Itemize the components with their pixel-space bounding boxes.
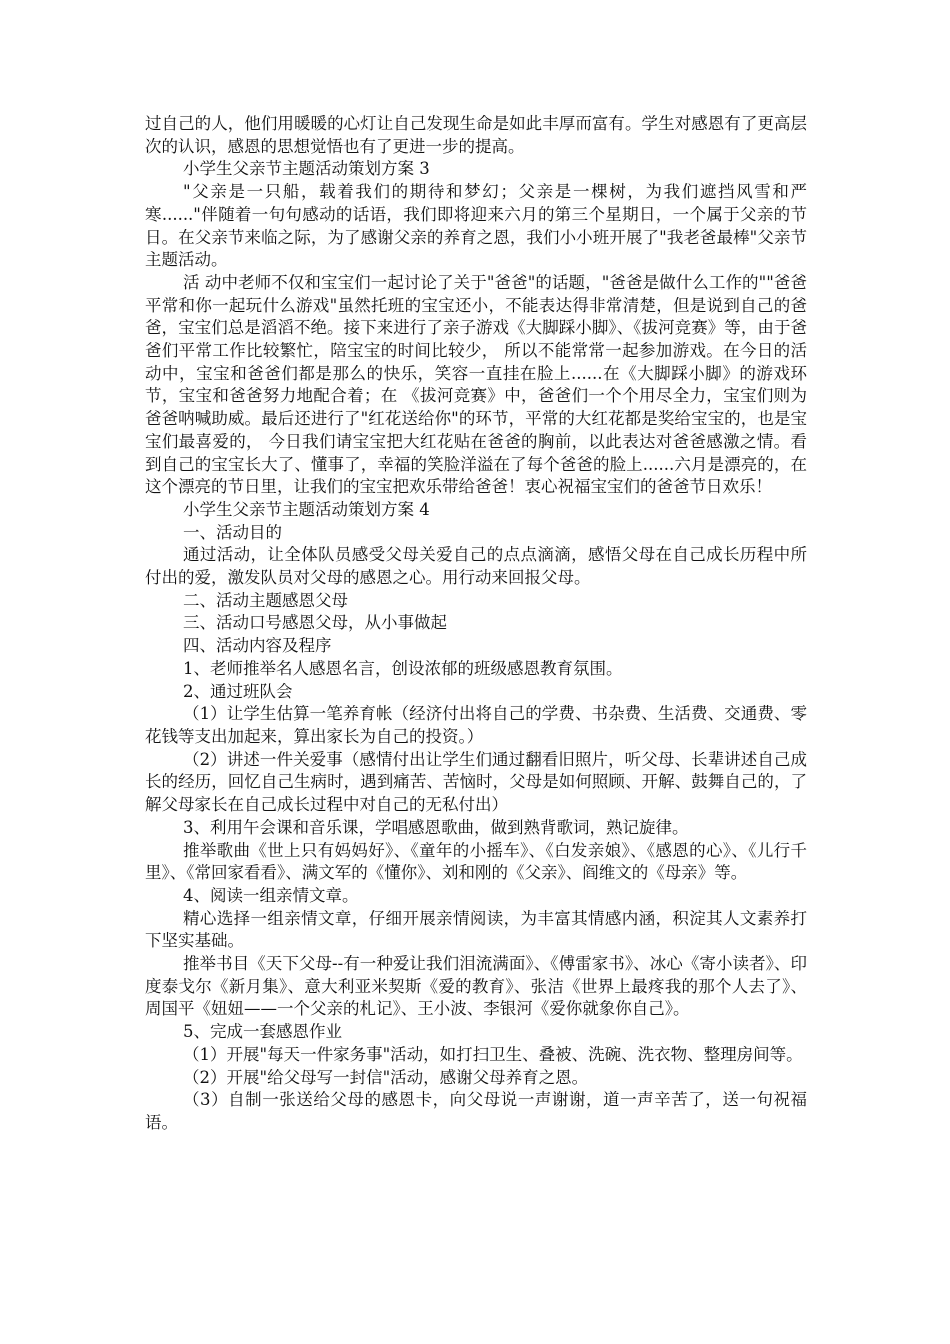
subheading-activity-theme: 二、活动主题感恩父母 <box>183 590 348 610</box>
document-body <box>145 113 807 1135</box>
paragraph-activity-description: 活 动中老师不仅和宝宝们一起讨论了关于"爸爸"的话题，"爸爸是做什么工作的""爸爸平常和你一起玩什么游戏"虽然托班的宝宝还小，不能表达得非常清楚，但是说到自己的爸爸，宝宝们总是滔滔不绝。接下来进行了亲子游戏《大脚踩小脚》、《拔河竞赛》等，由于爸爸们平常工作比较繁忙，陪宝宝的时间比较少， 所以不能常常一起参加游戏。在今日的活动中，宝宝和爸爸们都是那么的快乐，笑容一直挂在脸上......在《大脚踩小脚》的游戏环节，宝宝和爸爸努力地配合着；在 《拔河竞赛》中，爸爸们一个个用尽全力，宝宝们则为爸爸呐喊助威。最后还进行了"红花送给你"的环节，平常的大红花都是奖给宝宝的，也是宝宝们最喜爱的， 今日我们请宝宝把大红花贴在爸爸的胸前，以此表达对爸爸感激之情。看到自己的宝宝长大了、懂事了，幸福的笑脸洋溢在了每个爸爸的脸上......六月是漂亮的，在 这个漂亮的节日里，让我们的宝宝把欢乐带给爸爸！衷心祝福宝宝们的爸爸节日欢乐！ <box>145 272 807 497</box>
paragraph-reading: 精心选择一组亲情文章，仔细开展亲情阅读，为丰富其情感内涵，积淀其人文素养打下坚实基础。 <box>145 908 807 951</box>
paragraph-father-quote: "父亲是一只船，载着我们的期待和梦幻；父亲是一棵树，为我们遮挡风雪和严寒......"伴随着一句句感动的话语，我们即将迎来六月的第三个星期日，一个属于父亲的节日。在父亲节来临之际，为了感谢父亲的养育之恩，我们小小班开展了"我老爸最棒"父亲节主题活动。 <box>145 182 807 270</box>
list-subitem-5-3: （3）自制一张送给父母的感恩卡，向父母说一声谢谢，道一声辛苦了，送一句祝福语。 <box>145 1090 807 1132</box>
paragraph-recommended-books: 推举书目《天下父母--有一种爱让我们泪流满面》、《傅雷家书》、冰心《寄小读者》、印度泰戈尔《新月集》、意大利亚米契斯《爱的教育》、张洁《世界上最疼我的那个人去了》、周国平《妞妞——一个父亲的札记》、王小波、李银河《爱你就象你自己》。 <box>145 954 807 1019</box>
paragraph-purpose: 通过活动，让全体队员感受父母关爱自己的点点滴滴，感悟父母在自己成长历程中所付出的爱，激发队员对父母的感恩之心。用行动来回报父母。 <box>145 545 807 588</box>
list-subitem-5-1: （1）开展"每天一件家务事"活动，如打扫卫生、叠被、洗碗、洗衣物、整理房间等。 <box>183 1044 803 1064</box>
subheading-activity-purpose: 一、活动目的 <box>183 522 282 542</box>
paragraph-recommended-songs: 推举歌曲《世上只有妈妈好》、《童年的小摇车》、《白发亲娘》、《感恩的心》、《儿行千里》、《常回家看看》、满文军的《懂你》、刘和刚的《父亲》、阎维文的《母亲》等。 <box>145 840 807 883</box>
list-subitem-2-2: （2）讲述一件关爱事（感情付出让学生们通过翻看旧照片，听父母、长辈讲述自己成长的经历，回忆自己生病时，遇到痛苦、苦恼时，父母是如何照顾、开解、鼓舞自己的，了解父母家长在自己成长过程中对自己的无私付出） <box>145 749 807 815</box>
list-item-5: 5、完成一套感恩作业 <box>183 1022 342 1042</box>
subheading-activity-content: 四、活动内容及程序 <box>183 636 332 656</box>
list-subitem-5-2: （2）开展"给父母写一封信"活动，感谢父母养育之恩。 <box>183 1067 589 1087</box>
subheading-activity-slogan: 三、活动口号感恩父母，从小事做起 <box>183 613 447 633</box>
section-heading-plan-3: 小学生父亲节主题活动策划方案 3 <box>183 159 430 179</box>
list-item-2: 2、通过班队会 <box>183 681 293 701</box>
list-item-1: 1、老师推举名人感恩名言，创设浓郁的班级感恩教育氛围。 <box>183 658 623 678</box>
paragraph-intro-continued: 过自己的人，他们用暖暖的心灯让自己发现生命是如此丰厚而富有。学生对感恩有了更高层次的认识，感恩的思想觉悟也有了更进一步的提高。 <box>145 114 807 156</box>
list-subitem-2-1: （1）让学生估算一笔养育帐（经济付出将自己的学费、书杂费、生活费、交通费、零花钱等支出加起来，算出家长为自己的投资。） <box>145 704 807 746</box>
section-heading-plan-4: 小学生父亲节主题活动策划方案 4 <box>183 499 430 519</box>
list-item-3: 3、利用午会课和音乐课，学唱感恩歌曲，做到熟背歌词，熟记旋律。 <box>183 817 689 837</box>
list-item-4: 4、阅读一组亲情文章。 <box>183 885 359 905</box>
